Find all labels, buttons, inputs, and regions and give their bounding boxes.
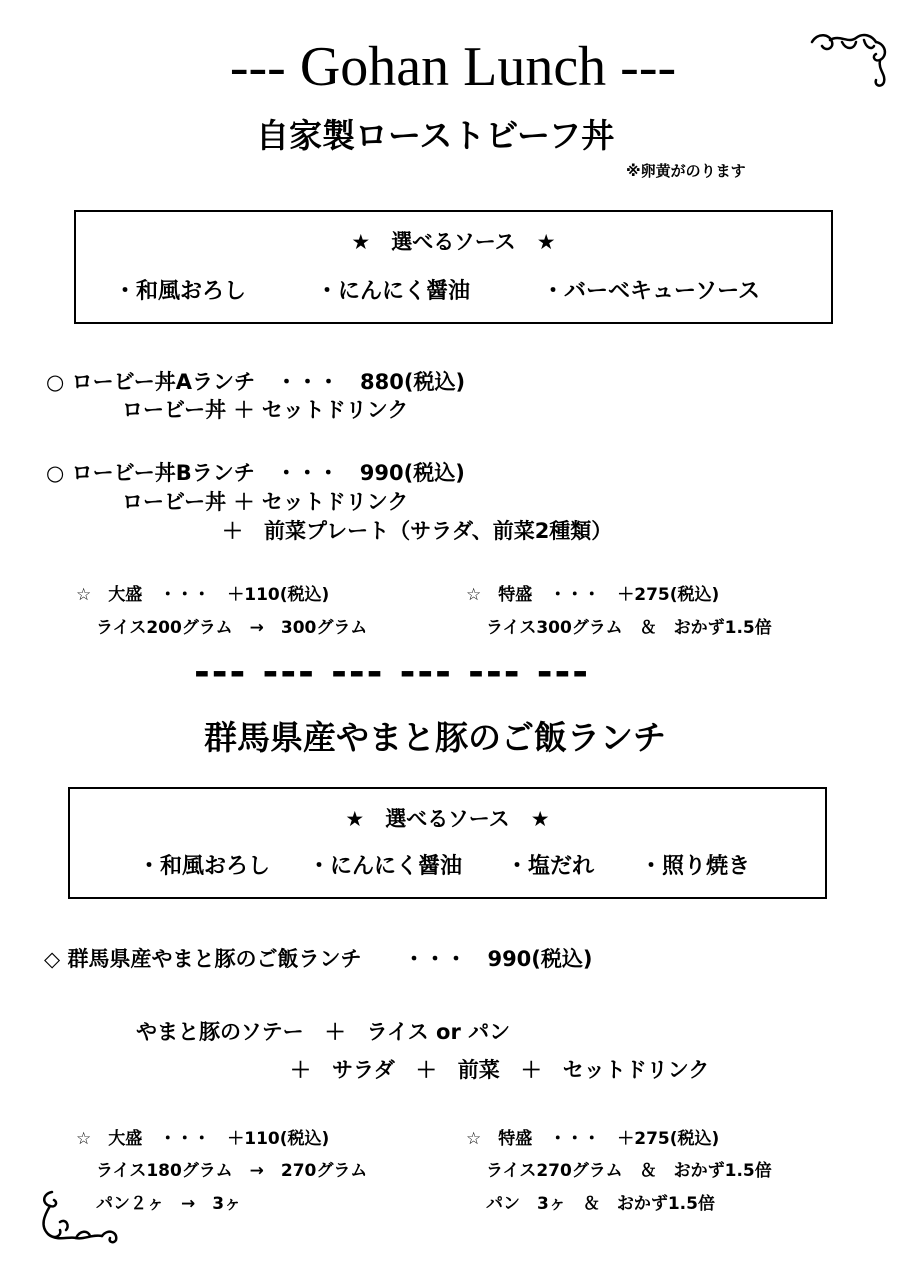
egg-yolk-note: ※卵黄がのります — [626, 162, 746, 180]
roast-beef-bowl-title: 自家製ローストビーフ丼 — [256, 116, 615, 155]
menu-item-pork: ◇ 群馬県産やまと豚のご飯ランチ ・・・ 990(税込) — [44, 947, 593, 971]
menu-item-a-desc: ロービー丼 ＋ セットドリンク — [122, 398, 409, 422]
flourish-ornament-icon — [806, 30, 892, 92]
sauce-option-teriyaki: ・照り焼き — [640, 854, 751, 879]
flourish-ornament-icon — [36, 1186, 124, 1248]
sauce-header-1: ★ 選べるソース ★ — [351, 230, 556, 254]
sauce-option-wafu-oroshi: ・和風おろし — [114, 279, 247, 304]
menu-item-pork-desc2: ＋ サラダ ＋ 前菜 ＋ セットドリンク — [290, 1058, 710, 1082]
menu-item-b-desc: ロービー丼 ＋ セットドリンク — [122, 490, 409, 514]
extra-large-option-1: ☆ 特盛 ・・・ ＋275(税込) — [466, 585, 720, 605]
yamato-pork-title: 群馬県産やまと豚のご飯ランチ — [204, 718, 666, 757]
extra-large-option-1-detail: ライス300グラム ＆ おかず1.5倍 — [486, 618, 772, 638]
large-option-1-detail: ライス200グラム → 300グラム — [96, 618, 368, 638]
page-title: --- Gohan Lunch --- — [229, 36, 677, 98]
menu-item-pork-desc: やまと豚のソテー ＋ ライス or パン — [136, 1020, 511, 1044]
sauce-option-garlic-soy: ・にんにく醤油 — [316, 279, 471, 304]
large-option-1: ☆ 大盛 ・・・ ＋110(税込) — [76, 585, 330, 605]
menu-item-b: ○ ロービー丼Bランチ ・・・ 990(税込) — [46, 461, 465, 485]
sauce-option-shio-dare: ・塩だれ — [506, 854, 595, 879]
large-option-2-detail2: パン２ヶ → 3ヶ — [96, 1194, 242, 1214]
sauce-box-2 — [68, 787, 827, 899]
sauce-header-2: ★ 選べるソース ★ — [345, 807, 550, 831]
extra-large-option-2-detail: ライス270グラム ＆ おかず1.5倍 — [486, 1161, 772, 1181]
sauce-option-bbq: ・バーベキューソース — [542, 279, 761, 304]
sauce-option-garlic-soy-2: ・にんにく醤油 — [308, 854, 463, 879]
menu-item-a: ○ ロービー丼Aランチ ・・・ 880(税込) — [46, 370, 466, 394]
large-option-2-detail: ライス180グラム → 270グラム — [96, 1161, 368, 1181]
extra-large-option-2-detail2: パン 3ヶ ＆ おかず1.5倍 — [486, 1194, 715, 1214]
large-option-2: ☆ 大盛 ・・・ ＋110(税込) — [76, 1129, 330, 1149]
menu-item-b-desc2: ＋ 前菜プレート（サラダ、前菜2種類） — [222, 519, 613, 543]
sauce-box-1 — [74, 210, 833, 324]
section-divider: --- --- --- --- --- --- — [194, 650, 591, 694]
extra-large-option-2: ☆ 特盛 ・・・ ＋275(税込) — [466, 1129, 720, 1149]
sauce-option-wafu-oroshi-2: ・和風おろし — [138, 854, 271, 879]
